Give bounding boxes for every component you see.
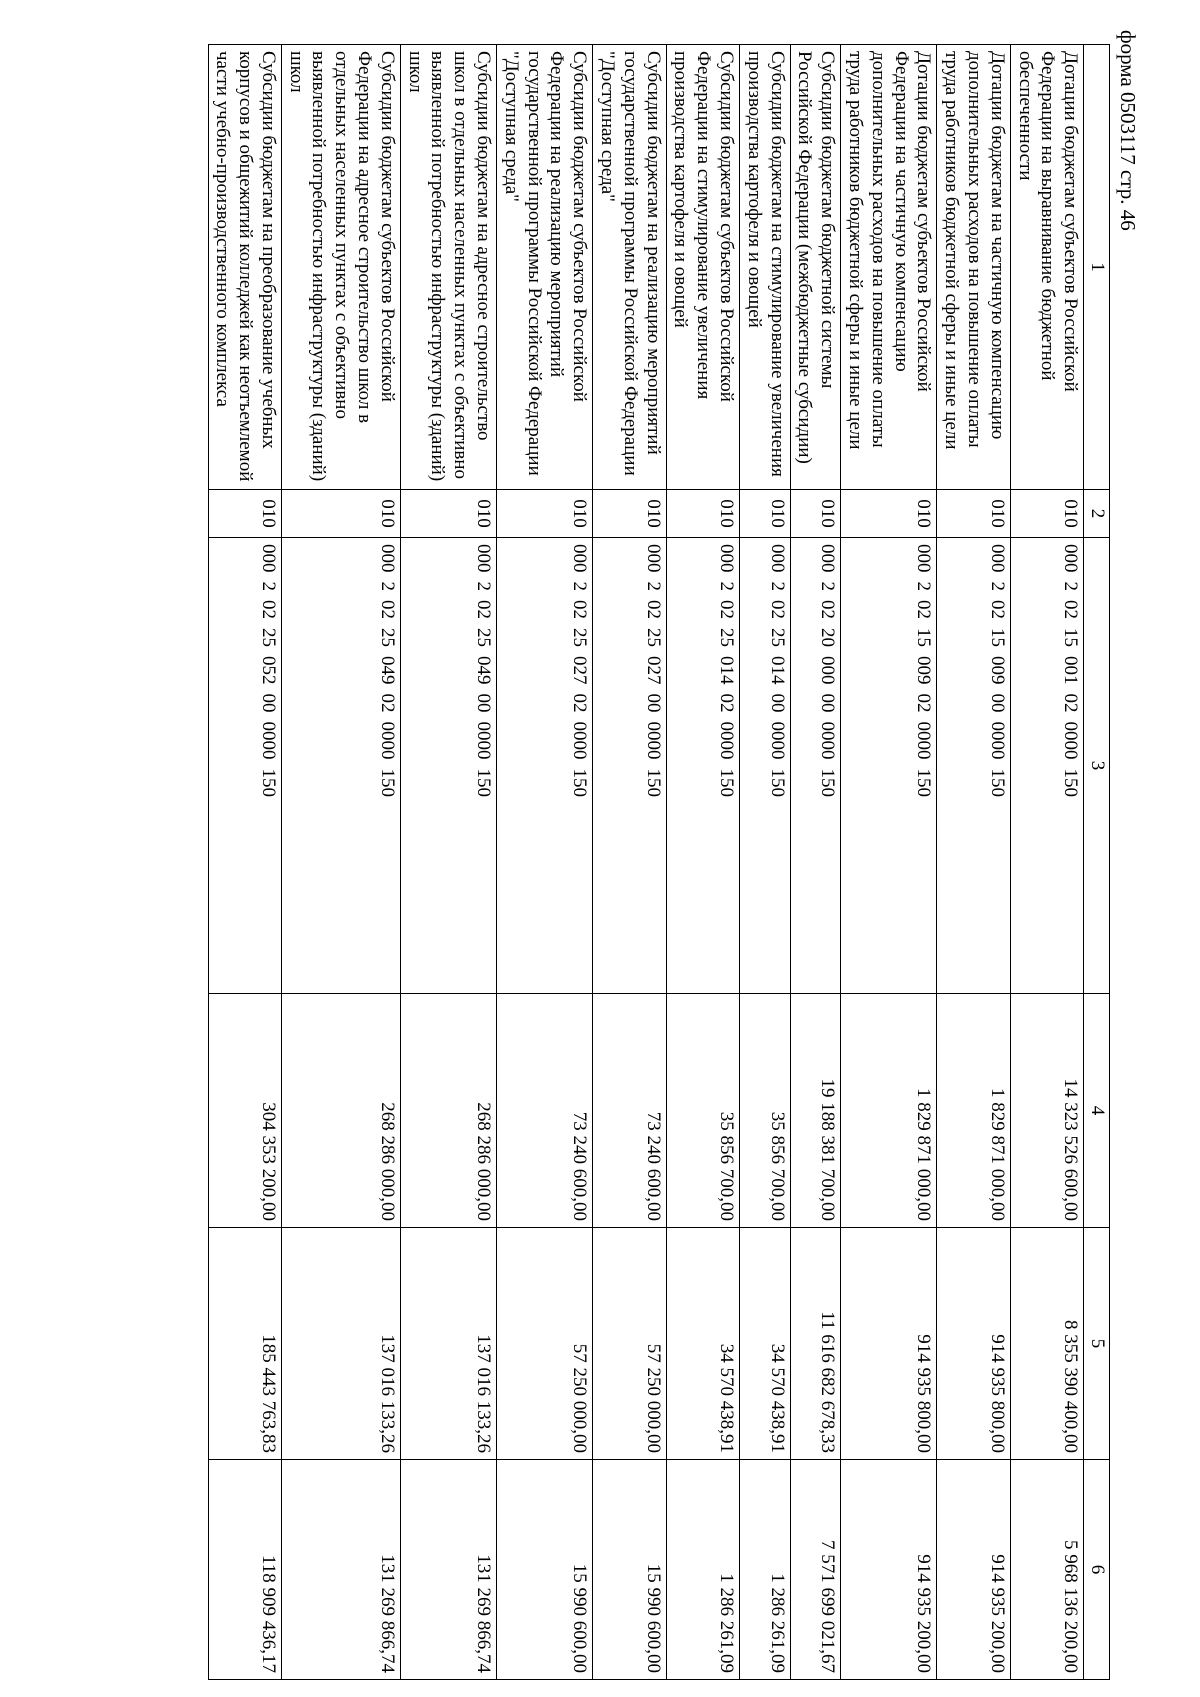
unexecuted-amount: 5 968 136 200,00 — [1010, 1460, 1083, 1680]
income-code-part: 02 — [642, 600, 664, 619]
income-code-part: 150 — [817, 768, 839, 797]
indicator-name: Субсидии бюджетам на реализацию мероприятий государственной программы Российской Федерации "Доступная среда" — [593, 45, 666, 490]
income-code-part: 02 — [473, 600, 495, 619]
approved-amount: 35 856 700,00 — [740, 994, 791, 1228]
income-code-part: 000 — [473, 544, 495, 573]
column-number-row — [1084, 45, 1110, 1680]
indicator-name: Дотации бюджетам на частичную компенсацию дополнительных расходов на повышение оплаты труда работников бюджетной сферы и иные цели — [937, 45, 1010, 490]
approved-amount: 73 240 600,00 — [593, 994, 666, 1228]
approved-amount: 268 286 000,00 — [281, 994, 400, 1228]
line-code: 010 — [740, 490, 791, 538]
income-code-part: 0000 — [716, 721, 738, 760]
unexecuted-amount: 914 935 200,00 — [937, 1460, 1010, 1680]
table-row — [937, 45, 1010, 1680]
indicator-name: Субсидии бюджетам субъектов Российской Федерации на адресное строительство школ в отдельных населенных пунктах с объективно выявленной потребностью инфраструктуры (зданий) школ — [281, 45, 400, 490]
indicator-name: Субсидии бюджетам на адресное строительство школ в отдельных населенных пунктах с объективно выявленной потребностью инфраструктуры (зданий) школ — [400, 45, 496, 490]
table-body — [208, 45, 1084, 1680]
income-code-part: 0000 — [569, 721, 591, 760]
approved-amount: 304 353 200,00 — [208, 994, 281, 1228]
income-code-part: 0000 — [766, 721, 788, 760]
table-row — [841, 45, 937, 1680]
line-code: 010 — [400, 490, 496, 538]
income-code-part: 2 — [569, 581, 591, 591]
line-code: 010 — [790, 490, 841, 538]
income-code-part: 0000 — [986, 721, 1008, 760]
indicator-name: Субсидии бюджетам субъектов Российской Федерации на реализацию мероприятий государственной программы Российской Федерации "Доступная среда" — [497, 45, 593, 490]
income-code-part: 00 — [257, 693, 279, 713]
executed-amount: 57 250 000,00 — [497, 1228, 593, 1460]
column-number: 2 — [1084, 490, 1110, 538]
income-code-part: 2 — [913, 581, 935, 591]
income-code-part: 150 — [986, 768, 1008, 797]
income-code-part: 027 — [642, 656, 664, 685]
unexecuted-amount: 1 286 261,09 — [740, 1460, 791, 1680]
income-code-part: 02 — [913, 600, 935, 619]
income-code-part: 0000 — [817, 721, 839, 760]
income-code-part: 02 — [766, 600, 788, 619]
income-code-part: 049 — [376, 656, 398, 685]
column-number: 4 — [1084, 994, 1110, 1228]
table-row — [208, 45, 281, 1680]
income-code-part: 25 — [569, 628, 591, 647]
income-code — [790, 538, 841, 994]
line-code: 010 — [841, 490, 937, 538]
executed-amount: 34 570 438,91 — [740, 1228, 791, 1460]
form-page-label: форма 0503117 стр. 46 — [1116, 30, 1140, 231]
table-row — [666, 45, 739, 1680]
income-code-part: 0000 — [913, 721, 935, 760]
income-code-part: 00 — [473, 693, 495, 713]
line-code: 010 — [593, 490, 666, 538]
income-code-part: 25 — [376, 628, 398, 647]
income-code-part: 2 — [817, 581, 839, 591]
income-code-part: 150 — [913, 768, 935, 797]
income-code-part: 0000 — [1060, 721, 1082, 760]
income-code-part: 0000 — [642, 721, 664, 760]
income-code-part: 150 — [376, 768, 398, 797]
income-code-part: 052 — [257, 656, 279, 685]
income-code-part: 25 — [642, 628, 664, 647]
income-code-part: 009 — [913, 656, 935, 685]
column-number: 5 — [1084, 1228, 1110, 1460]
income-code-part: 02 — [716, 600, 738, 619]
income-code-part: 2 — [766, 581, 788, 591]
income-code-part: 009 — [986, 656, 1008, 685]
income-code-part: 25 — [716, 628, 738, 647]
income-code-part: 2 — [986, 581, 1008, 591]
unexecuted-amount: 118 909 436,17 — [208, 1460, 281, 1680]
income-code-part: 0000 — [473, 721, 495, 760]
line-code: 010 — [208, 490, 281, 538]
table-row — [1010, 45, 1083, 1680]
income-code-part: 150 — [569, 768, 591, 797]
income-code-part: 150 — [257, 768, 279, 797]
income-code-part: 02 — [817, 600, 839, 619]
income-code — [593, 538, 666, 994]
income-code-part: 2 — [376, 581, 398, 591]
line-code: 010 — [1010, 490, 1083, 538]
income-code-part: 000 — [716, 544, 738, 573]
income-code — [666, 538, 739, 994]
executed-amount: 137 016 133,26 — [281, 1228, 400, 1460]
table-row — [400, 45, 496, 1680]
executed-amount: 914 935 800,00 — [937, 1228, 1010, 1460]
income-code-part: 15 — [1060, 628, 1082, 647]
income-code-part: 02 — [1060, 600, 1082, 619]
report-table-container — [110, 44, 1110, 1679]
income-code-part: 25 — [473, 628, 495, 647]
income-code-part: 15 — [913, 628, 935, 647]
income-code — [1010, 538, 1083, 994]
income-code-part: 2 — [642, 581, 664, 591]
income-code-part: 00 — [817, 693, 839, 713]
unexecuted-amount: 914 935 200,00 — [841, 1460, 937, 1680]
income-code-part: 000 — [986, 544, 1008, 573]
approved-amount: 73 240 600,00 — [497, 994, 593, 1228]
income-code — [841, 538, 937, 994]
income-code-part: 02 — [376, 693, 398, 713]
income-code-part: 2 — [716, 581, 738, 591]
report-table — [208, 44, 1110, 1680]
unexecuted-amount: 131 269 866,74 — [400, 1460, 496, 1680]
income-code-part: 027 — [569, 656, 591, 685]
income-code-part: 000 — [817, 544, 839, 573]
income-code-part: 150 — [642, 768, 664, 797]
line-code: 010 — [497, 490, 593, 538]
line-code: 010 — [937, 490, 1010, 538]
income-code-part: 25 — [257, 628, 279, 647]
income-code-part: 25 — [766, 628, 788, 647]
indicator-name: Субсидии бюджетам на преобразование учебных корпусов и общежитий колледжей как неотъемлемой части учебно-производственного комплекса — [208, 45, 281, 490]
income-code-part: 2 — [473, 581, 495, 591]
income-code-part: 000 — [766, 544, 788, 573]
income-code-part: 014 — [766, 656, 788, 685]
unexecuted-amount: 15 990 600,00 — [497, 1460, 593, 1680]
income-code — [937, 538, 1010, 994]
executed-amount: 8 355 390 400,00 — [1010, 1228, 1083, 1460]
table-row — [497, 45, 593, 1680]
approved-amount: 19 188 381 700,00 — [790, 994, 841, 1228]
income-code-part: 049 — [473, 656, 495, 685]
income-code-part: 02 — [569, 600, 591, 619]
income-code-part: 02 — [257, 600, 279, 619]
income-code — [740, 538, 791, 994]
approved-amount: 1 829 871 000,00 — [937, 994, 1010, 1228]
income-code-part: 000 — [642, 544, 664, 573]
executed-amount: 34 570 438,91 — [666, 1228, 739, 1460]
income-code-part: 150 — [716, 768, 738, 797]
approved-amount: 14 323 526 600,00 — [1010, 994, 1083, 1228]
income-code-part: 001 — [1060, 656, 1082, 685]
income-code-part: 000 — [376, 544, 398, 573]
income-code-part: 0000 — [376, 721, 398, 760]
unexecuted-amount: 7 571 699 021,67 — [790, 1460, 841, 1680]
income-code-part: 000 — [817, 656, 839, 685]
income-code-part: 00 — [766, 693, 788, 713]
indicator-name: Дотации бюджетам субъектов Российской Федерации на выравнивание бюджетной обеспеченности — [1010, 45, 1083, 490]
income-code-part: 0000 — [257, 721, 279, 760]
executed-amount: 57 250 000,00 — [593, 1228, 666, 1460]
income-code-part: 2 — [257, 581, 279, 591]
executed-amount: 914 935 800,00 — [841, 1228, 937, 1460]
table-row — [593, 45, 666, 1680]
column-number: 6 — [1084, 1460, 1110, 1680]
income-code-part: 00 — [986, 693, 1008, 713]
income-code-part: 02 — [986, 600, 1008, 619]
approved-amount: 35 856 700,00 — [666, 994, 739, 1228]
income-code-part: 000 — [569, 544, 591, 573]
income-code-part: 02 — [569, 693, 591, 713]
income-code — [208, 538, 281, 994]
income-code-part: 2 — [1060, 581, 1082, 591]
income-code-part: 000 — [1060, 544, 1082, 573]
table-row — [281, 45, 400, 1680]
income-code-part: 014 — [716, 656, 738, 685]
approved-amount: 268 286 000,00 — [400, 994, 496, 1228]
indicator-name: Дотации бюджетам субъектов Российской Федерации на частичную компенсацию дополнительных расходов на повышение оплаты труда работников бюджетной сферы и иные цели — [841, 45, 937, 490]
approved-amount: 1 829 871 000,00 — [841, 994, 937, 1228]
indicator-name: Субсидии бюджетам субъектов Российской Федерации на стимулирование увеличения производства картофеля и овощей — [666, 45, 739, 490]
table-row — [740, 45, 791, 1680]
income-code-part: 150 — [1060, 768, 1082, 797]
table-row — [790, 45, 841, 1680]
income-code-part: 000 — [257, 544, 279, 573]
income-code-part: 20 — [817, 628, 839, 647]
executed-amount: 185 443 763,83 — [208, 1228, 281, 1460]
income-code-part: 02 — [716, 693, 738, 713]
income-code-part: 150 — [766, 768, 788, 797]
income-code-part: 000 — [913, 544, 935, 573]
income-code — [400, 538, 496, 994]
line-code: 010 — [281, 490, 400, 538]
unexecuted-amount: 131 269 866,74 — [281, 1460, 400, 1680]
line-code: 010 — [666, 490, 739, 538]
column-number: 3 — [1084, 538, 1110, 994]
income-code-part: 02 — [376, 600, 398, 619]
indicator-name: Субсидии бюджетам на стимулирование увеличения производства картофеля и овощей — [740, 45, 791, 490]
income-code-part: 15 — [986, 628, 1008, 647]
income-code — [497, 538, 593, 994]
executed-amount: 137 016 133,26 — [400, 1228, 496, 1460]
column-number: 1 — [1084, 45, 1110, 490]
income-code — [281, 538, 400, 994]
income-code-part: 00 — [642, 693, 664, 713]
income-code-part: 150 — [473, 768, 495, 797]
unexecuted-amount: 1 286 261,09 — [666, 1460, 739, 1680]
income-code-part: 02 — [1060, 693, 1082, 713]
indicator-name: Субсидии бюджетам бюджетной системы Российской Федерации (межбюджетные субсидии) — [790, 45, 841, 490]
unexecuted-amount: 15 990 600,00 — [593, 1460, 666, 1680]
executed-amount: 11 616 682 678,33 — [790, 1228, 841, 1460]
income-code-part: 02 — [913, 693, 935, 713]
